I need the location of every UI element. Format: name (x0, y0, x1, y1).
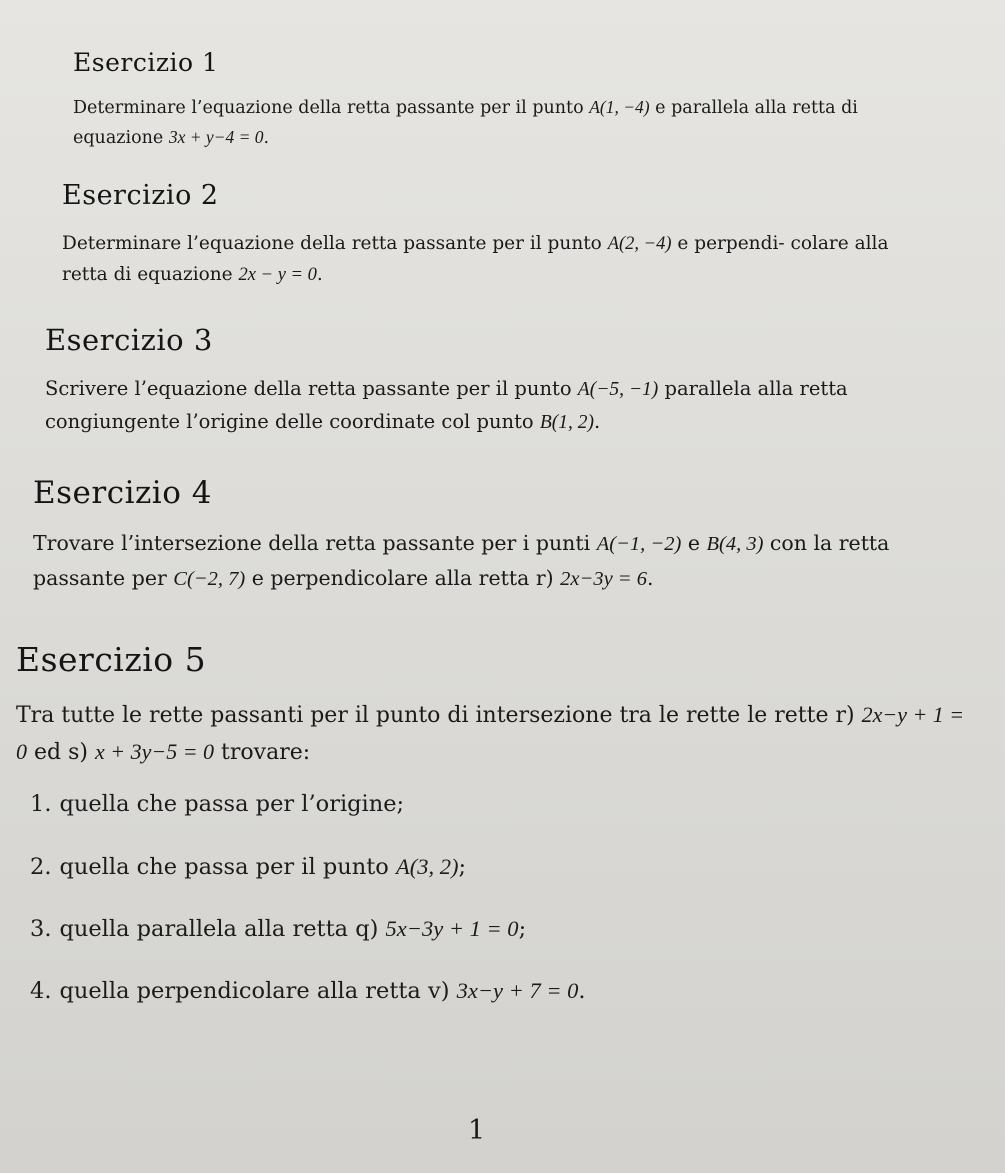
math-expression: A(−1, −2) (596, 533, 682, 555)
exercise-4 (33, 475, 933, 597)
math-expression: A(1, −4) (589, 97, 650, 117)
task-list (16, 790, 976, 1006)
text-run: parallela alla retta congiungente l’origine delle coordinate col punto (45, 377, 848, 434)
text-run: . (578, 978, 586, 1004)
list-item (30, 914, 976, 944)
item-number: 1. (30, 791, 52, 818)
exercise-title: Esercizio 2 (62, 180, 219, 211)
item-number: 4. (30, 978, 52, 1004)
text-run: e parallela alla retta di equazione (73, 98, 858, 148)
math-expression: C(−2, 7) (173, 567, 246, 590)
item-number: 2. (30, 853, 52, 880)
item-text (59, 854, 466, 880)
text-run: Trovare l’intersezione della retta passante per i punti (33, 531, 597, 555)
list-item (30, 976, 976, 1006)
exercise-title: Esercizio 3 (45, 323, 213, 357)
math-expression: A(2, −4) (607, 234, 672, 254)
exercise-1 (73, 48, 873, 153)
text-run: e (681, 531, 707, 555)
exercise-5 (16, 640, 976, 1038)
text-run: . (316, 263, 323, 285)
text-run: Tra tutte le rette passanti per il punto di intersezione tra le rette le rette r) (16, 703, 862, 728)
math-expression: 2x−3y = 6 (560, 567, 648, 590)
exercise-text (33, 527, 933, 597)
text-run: con la retta passante per (33, 531, 890, 590)
text-run: quella perpendicolare alla retta v) (59, 978, 457, 1004)
math-expression: 2x−y + 1 = 0 (16, 702, 965, 764)
exercise-text (73, 93, 873, 153)
math-expression: 2x − y = 0 (238, 264, 317, 285)
math-expression: 3x + y−4 = 0 (168, 126, 264, 147)
exercise-text (16, 697, 976, 770)
text-run: . (647, 565, 654, 590)
list-item (30, 852, 976, 882)
text-run: . (263, 127, 270, 148)
text-run: quella che passa per l’origine; (59, 791, 405, 818)
text-run: e perpendi- colare alla retta di equazione (62, 233, 889, 285)
text-run: Determinare l’equazione della retta passante per il punto (73, 98, 590, 118)
text-run: Determinare l’equazione della retta passante per il punto (62, 233, 608, 254)
text-run: ; (458, 853, 467, 880)
text-run: trovare: (214, 739, 311, 765)
math-expression: 3x−y + 7 = 0 (456, 978, 579, 1003)
exercise-title: Esercizio 5 (16, 640, 207, 679)
math-expression: x + 3y−5 = 0 (94, 738, 215, 764)
text-run: ed s) (27, 739, 95, 765)
exercise-2 (62, 180, 892, 290)
exercise-title: Esercizio 4 (33, 475, 212, 511)
text-run: e perpendicolare alla retta r) (245, 565, 561, 590)
item-text (59, 978, 585, 1004)
exercise-title: Esercizio 1 (73, 48, 219, 77)
page-number: 1 (468, 1115, 486, 1146)
exercise-text (62, 229, 892, 290)
item-text (59, 916, 526, 942)
text-run: . (594, 410, 601, 434)
text-run: quella parallela alla retta q) (59, 915, 386, 942)
text-run: Scrivere l’equazione della retta passante per il punto (45, 377, 578, 400)
text-run: ; (518, 915, 527, 942)
math-expression: B(4, 3) (706, 533, 764, 555)
item-number: 3. (30, 915, 52, 942)
math-expression: A(3, 2) (395, 853, 459, 879)
item-text (59, 791, 404, 817)
exercise-text (45, 373, 915, 439)
exercise-3 (45, 323, 915, 439)
math-expression: A(−5, −1) (577, 379, 659, 400)
text-run: quella che passa per il punto (59, 853, 396, 880)
math-expression: 5x−3y + 1 = 0 (385, 915, 519, 941)
math-expression: B(1, 2) (539, 412, 595, 434)
list-item (30, 790, 976, 819)
